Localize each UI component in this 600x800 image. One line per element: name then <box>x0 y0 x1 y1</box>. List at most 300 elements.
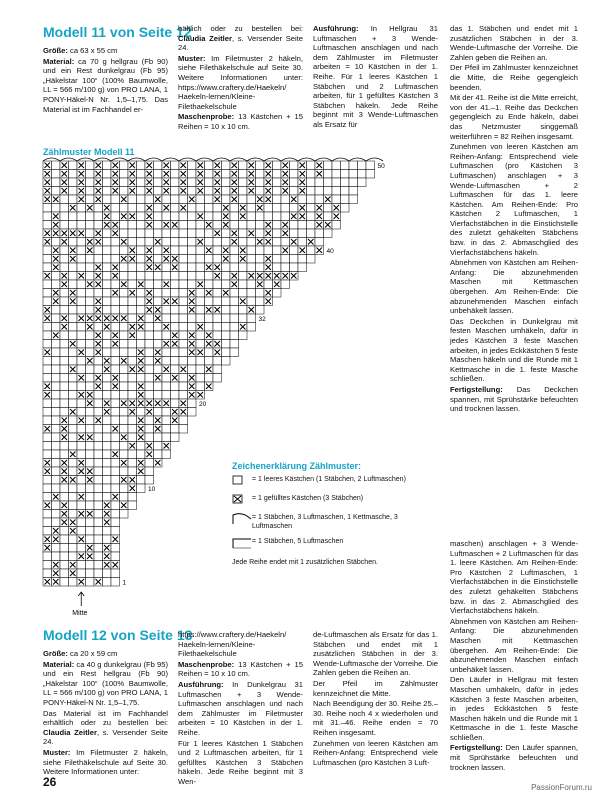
label-bold: Größe: <box>43 46 68 55</box>
chart-cell <box>171 357 180 366</box>
chart-cell <box>324 204 333 213</box>
chart-cell <box>307 204 316 213</box>
row-label: 1 <box>122 579 127 587</box>
chart-cell <box>111 484 120 493</box>
chart-cell <box>213 314 222 323</box>
chart-cell <box>324 229 333 238</box>
chart-cell <box>188 263 197 272</box>
chart-cell <box>60 399 69 408</box>
chart-cell <box>86 365 95 374</box>
chart-cell <box>60 527 69 536</box>
chart-cell <box>179 357 188 366</box>
chart-cell <box>52 280 61 289</box>
chart-cell <box>179 229 188 238</box>
body-text: Der Pfeil im Zählmuster kennzeichnet die Mitte, die Reihe gegengleich beenden. <box>450 63 578 92</box>
chart-cell <box>120 204 129 213</box>
chart-cell <box>196 306 205 315</box>
chart-cell <box>120 221 129 230</box>
chart-cell <box>196 255 205 264</box>
body-text: ca 20 x 59 cm <box>67 649 118 658</box>
chart-cell <box>86 221 95 230</box>
chart-cell <box>43 323 52 332</box>
chart-cell <box>137 289 146 298</box>
chart-cell <box>94 204 103 213</box>
chart-cell <box>188 221 197 230</box>
chart-cell <box>137 221 146 230</box>
chart-cell <box>154 289 163 298</box>
chart-cell <box>86 382 95 391</box>
label-bold: Muster: <box>178 53 206 63</box>
chart-cell <box>77 323 86 332</box>
chart-cell <box>60 212 69 221</box>
chart-cell <box>196 221 205 230</box>
chart-cell <box>179 238 188 247</box>
body-text: https://www.craftery.de/Haekeln/ Haekeln-lernen/Kleine-Filethaekelschule <box>178 630 287 659</box>
chart-cell <box>162 433 171 442</box>
chart-cell <box>366 170 375 179</box>
chart-cell <box>196 314 205 323</box>
chart-cell <box>188 204 197 213</box>
chart-cell <box>273 212 282 221</box>
chart-cell <box>69 323 78 332</box>
chart-cell <box>230 246 239 255</box>
chart-cell <box>162 314 171 323</box>
chart-cell <box>171 323 180 332</box>
chart-cell <box>205 238 214 247</box>
chart-cell <box>77 476 86 485</box>
chart-cell <box>128 263 137 272</box>
chart-cell <box>213 212 222 221</box>
chart-cell <box>77 501 86 510</box>
chart-cell <box>273 246 282 255</box>
chart-cell <box>188 161 197 170</box>
chart-cell <box>86 331 95 340</box>
model12-column-1 <box>43 649 168 778</box>
chart-cell <box>94 323 103 332</box>
chart-cell <box>256 246 265 255</box>
chart-cell <box>273 263 282 272</box>
chart-cell <box>298 229 307 238</box>
chart-cell <box>162 212 171 221</box>
chart-cell <box>264 204 273 213</box>
chart-cell <box>349 170 358 179</box>
chart-cell <box>103 535 112 544</box>
scallop-arc <box>43 158 60 161</box>
chart-cell <box>103 527 112 536</box>
chart-cell <box>196 272 205 281</box>
chart-cell <box>188 280 197 289</box>
chart-title: Zählmuster Modell 11 <box>43 147 135 157</box>
chart-cell <box>137 408 146 417</box>
chart-cell <box>43 289 52 298</box>
chart-cell <box>120 170 129 179</box>
chart-cell <box>94 561 103 570</box>
chart-cell <box>120 161 129 170</box>
body-text: , s. Versender Seite 24. <box>43 727 169 747</box>
chart-cell <box>315 187 324 196</box>
chart-cell <box>290 204 299 213</box>
chart-cell <box>222 263 231 272</box>
chart-cell <box>69 331 78 340</box>
chart-cell <box>213 221 222 230</box>
chart-cell <box>171 238 180 247</box>
body-text: Für 1 leeres Kästchen 1 Stäbchen und 2 Luftmaschen arbeiten, für 1 gefülltes Kästchen 3 Stäbchen häkeln. Jede Reihe beginnt mit 3 Wen- <box>178 738 303 786</box>
chart-cell <box>94 365 103 374</box>
chart-cell <box>120 306 129 315</box>
chart-cell <box>222 357 231 366</box>
chart-cell <box>69 280 78 289</box>
chart-cell <box>86 255 95 264</box>
chart-cell <box>188 212 197 221</box>
chart-cell <box>137 187 146 196</box>
chart-cell <box>239 161 248 170</box>
chart-cell <box>273 229 282 238</box>
chart-cell <box>86 374 95 383</box>
scallop-arc <box>230 158 247 161</box>
chart-cell <box>69 195 78 204</box>
chart-cell <box>239 272 248 281</box>
chart-cell <box>298 255 307 264</box>
chart-cell <box>103 391 112 400</box>
chart-cell <box>86 484 95 493</box>
chart-cell <box>154 340 163 349</box>
scallop-arc <box>315 158 332 161</box>
chart-cell <box>205 297 214 306</box>
chart-cell <box>213 365 222 374</box>
chart-cell <box>332 187 341 196</box>
chart-cell <box>171 280 180 289</box>
chart-cell <box>86 348 95 357</box>
chart-cell <box>60 552 69 561</box>
chart-cell <box>69 272 78 281</box>
chart-cell <box>179 331 188 340</box>
chart-cell <box>273 238 282 247</box>
chart-cell <box>230 348 239 357</box>
chart-cell <box>111 459 120 468</box>
chart-cell <box>154 331 163 340</box>
chart-cell <box>69 552 78 561</box>
chart-cell <box>205 187 214 196</box>
chart-cell <box>52 425 61 434</box>
label-bold: Maschenprobe: <box>178 659 235 669</box>
chart-cell <box>298 221 307 230</box>
chart-cell <box>196 229 205 238</box>
chart-cell <box>103 195 112 204</box>
chart-cell <box>69 187 78 196</box>
chart-cell <box>128 340 137 349</box>
body-text: Der Pfeil im Zählmuster kennzeichnet die Mitte. <box>313 678 438 698</box>
chart-cell <box>341 161 350 170</box>
chart-cell <box>247 255 256 264</box>
chart-cell <box>213 331 222 340</box>
chart-cell <box>60 289 69 298</box>
chart-cell <box>179 306 188 315</box>
chart-cell <box>86 212 95 221</box>
chart-cell <box>154 187 163 196</box>
chart-cell <box>52 408 61 417</box>
chart-cell <box>60 442 69 451</box>
chart-cell <box>43 365 52 374</box>
chart-cell <box>43 331 52 340</box>
chart-cell <box>69 510 78 519</box>
chart-cell <box>145 467 154 476</box>
chart-cell <box>188 255 197 264</box>
chart-cell <box>307 170 316 179</box>
chart-cell <box>222 280 231 289</box>
chart-cell <box>128 357 137 366</box>
chart-cell <box>196 289 205 298</box>
chart-cell <box>52 467 61 476</box>
chart-cell <box>69 493 78 502</box>
chart-cell <box>145 416 154 425</box>
chart-cell <box>43 204 52 213</box>
chart-cell <box>222 323 231 332</box>
chart-cell <box>77 450 86 459</box>
chart-cell <box>120 331 129 340</box>
body-text: 13 Kästchen + 15 Reihen = 10 x 10 cm. <box>178 659 303 679</box>
chart-cell <box>52 476 61 485</box>
label-bold: Größe: <box>43 649 68 658</box>
chart-cell <box>324 161 333 170</box>
chart-cell <box>52 340 61 349</box>
chart-cell <box>171 433 180 442</box>
chart-cell <box>120 365 129 374</box>
chart-cell <box>60 195 69 204</box>
chart-cell <box>43 561 52 570</box>
chart-cell <box>43 340 52 349</box>
chart-cell <box>171 365 180 374</box>
chart-cell <box>86 195 95 204</box>
chart-cell <box>128 272 137 281</box>
chart-cell <box>111 280 120 289</box>
chart-cell <box>128 229 137 238</box>
chart-cell <box>349 178 358 187</box>
chart-cell <box>86 518 95 527</box>
chart-cell <box>358 161 367 170</box>
chart-cell <box>145 365 154 374</box>
chart-cell <box>154 170 163 179</box>
chart-cell <box>60 331 69 340</box>
chart-cell <box>171 187 180 196</box>
chart-cell <box>171 246 180 255</box>
chart-cell <box>111 552 120 561</box>
body-text: Mit der 41. Reihe ist die Mitte erreicht, von der 41.–1. Reihe das Deckchen gegengleich zu Ende häkeln, dabei das Netzmuster singgemäß weiterführen = 82 Reihen insgesamt. <box>450 93 578 141</box>
scallop-arc <box>213 158 230 161</box>
chart-cell <box>205 314 214 323</box>
chart-cell <box>145 425 154 434</box>
chart-cell <box>137 297 146 306</box>
chart-cell <box>86 450 95 459</box>
body-text: ca 40 g dunkelgrau (Fb 95) und ein Rest hellgrau (Fb 90) „Häkelstar 100“ (100% Baumwolle, LL = 566 m/100 g) von PRO LANA, 1 PONY-Häkel-N Nr. 1,5–1,75. <box>43 659 168 707</box>
chart-cell <box>179 425 188 434</box>
chart-cell <box>154 297 163 306</box>
chart-cell <box>247 280 256 289</box>
chart-cell <box>86 569 95 578</box>
chart-cell <box>86 161 95 170</box>
chart-cell <box>171 382 180 391</box>
chart-cell <box>60 408 69 417</box>
chart-cell <box>298 238 307 247</box>
chart-cell <box>69 314 78 323</box>
chart-cell <box>60 450 69 459</box>
legend-title: Zeichenerklärung Zählmuster: <box>232 461 362 471</box>
chart-cell <box>86 263 95 272</box>
chart-cell <box>120 391 129 400</box>
chart-cell <box>188 365 197 374</box>
chart-cell <box>154 450 163 459</box>
chart-cell <box>103 229 112 238</box>
chart-cell <box>69 535 78 544</box>
chart-cell <box>111 365 120 374</box>
chart-cell <box>103 306 112 315</box>
chart-cell <box>222 331 231 340</box>
chart-cell <box>43 416 52 425</box>
chart-cell <box>222 170 231 179</box>
chart-cell <box>171 348 180 357</box>
label-bold: Maschenprobe: <box>178 112 235 122</box>
chart-cell <box>77 544 86 553</box>
chart-cell <box>247 314 256 323</box>
scallop-arc <box>298 158 315 161</box>
chart-cell <box>94 442 103 451</box>
label-bold: Claudia Zeitler <box>43 727 97 737</box>
chart-cell <box>86 187 95 196</box>
chart-cell <box>205 348 214 357</box>
chart-cell <box>43 297 52 306</box>
legend-item-arch: = 1 Stäbchen, 5 Luftmaschen <box>232 537 406 552</box>
chart-cell <box>128 450 137 459</box>
chart-cell <box>128 459 137 468</box>
chart-cell <box>120 425 129 434</box>
chart-cell <box>162 229 171 238</box>
chart-cell <box>94 255 103 264</box>
chart-cell <box>77 357 86 366</box>
chart-cell <box>69 178 78 187</box>
chart-cell <box>188 357 197 366</box>
chart-cell <box>332 195 341 204</box>
legend-item-empty: = 1 leeres Kästchen (1 Stäbchen, 2 Luftmaschen) <box>232 475 406 488</box>
chart-cell <box>307 187 316 196</box>
chart-cell <box>60 569 69 578</box>
chart-cell <box>94 408 103 417</box>
chart-cell <box>94 357 103 366</box>
body-text: Nach Beendigung der 30. Reihe 25.–30. Reihe noch 4 x wiederholen und mit 31.–46. Reihe enden = 70 Reihen insgesamt. <box>313 699 438 737</box>
scallop-arc <box>128 158 145 161</box>
chart-cell <box>94 493 103 502</box>
body-text: Den Läufer in Hellgrau mit festen Maschen umhäkeln, dafür in jedes Kästchen 3 feste Maschen arbeiten, in jedes Eckkästchen 5 feste Maschen häkeln und die Runde mit 1 Kettmasche in die 1. feste Masche schließen. <box>450 675 578 742</box>
chart-cell <box>43 493 52 502</box>
chart-cell <box>145 391 154 400</box>
scallop-arc <box>60 158 77 161</box>
chart-cell <box>94 459 103 468</box>
chart-cell <box>111 527 120 536</box>
chart-cell <box>188 238 197 247</box>
chart-cell <box>290 178 299 187</box>
body-text: Abnehmen von Kästchen am Reihen-Anfang: Die abzunehmenden Maschen mit Kettmaschen übergehen. Am Reihen-Ende: Die abzunehmenden Maschen einfach unbehäkelt lassen. <box>450 616 578 674</box>
chart-cell <box>94 221 103 230</box>
chart-cell <box>103 459 112 468</box>
chart-cell <box>179 348 188 357</box>
chart-cell <box>77 204 86 213</box>
chart-cell <box>60 246 69 255</box>
chart-cell <box>111 246 120 255</box>
chart-cell <box>52 510 61 519</box>
chart-cell <box>247 195 256 204</box>
chart-cell <box>52 501 61 510</box>
body-text: Im Filetmuster 2 häkeln, siehe Filethäkelschule auf Seite 30. Weitere Informationen unter: <box>43 747 168 777</box>
chart-cell <box>213 323 222 332</box>
chart-cell <box>86 561 95 570</box>
chart-cell <box>239 187 248 196</box>
scallop-arc <box>179 158 196 161</box>
chart-cell <box>154 408 163 417</box>
chart-cell <box>111 467 120 476</box>
chart-cell <box>162 450 171 459</box>
chart-cell <box>111 433 120 442</box>
chart-cell <box>69 306 78 315</box>
chart-cell <box>52 178 61 187</box>
chart-cell <box>86 229 95 238</box>
chart-cell <box>264 212 273 221</box>
chart-cell <box>162 289 171 298</box>
chart-cell <box>120 272 129 281</box>
chart-cell <box>213 204 222 213</box>
chart-cell <box>332 178 341 187</box>
chart-cell <box>145 238 154 247</box>
chart-cell <box>86 272 95 281</box>
body-text: das 1. Stäbchen und endet mit 1 zusätzlichen Stäbchen in der 3. Wende-Luftmasche der Vorreihe. Die Zahlen geben die Reihen an. <box>450 24 578 62</box>
chart-cell <box>162 195 171 204</box>
chart-cell <box>69 399 78 408</box>
chart-cell <box>52 357 61 366</box>
chart-cell <box>179 297 188 306</box>
chart-cell <box>69 459 78 468</box>
chart-cell <box>213 357 222 366</box>
chart-cell <box>103 161 112 170</box>
chart-cell <box>77 280 86 289</box>
chart-cell <box>230 263 239 272</box>
chart-cell <box>179 340 188 349</box>
chart-cell <box>60 561 69 570</box>
chart-cell <box>103 433 112 442</box>
chart-cell <box>77 399 86 408</box>
legend-item-picot: = 1 Stäbchen, 3 Luftmaschen, 1 Kettmasche, 3 Luftmaschen <box>232 513 406 531</box>
chart-cell <box>52 306 61 315</box>
chart-cell <box>179 212 188 221</box>
chart-cell <box>205 229 214 238</box>
chart-cell <box>145 314 154 323</box>
chart-cell <box>239 263 248 272</box>
chart-cell <box>103 255 112 264</box>
chart-cell <box>196 365 205 374</box>
body-text: 13 Kästchen + 15 Reihen = 10 x 10 cm. <box>178 112 303 131</box>
chart-cell <box>94 535 103 544</box>
chart-cell <box>77 255 86 264</box>
chart-cell <box>239 229 248 238</box>
chart-cell <box>205 272 214 281</box>
chart-cell <box>222 161 231 170</box>
chart-cell <box>103 569 112 578</box>
chart-cell <box>60 391 69 400</box>
chart-cell <box>94 527 103 536</box>
chart-cell <box>213 280 222 289</box>
chart-cell <box>77 527 86 536</box>
chart-cell <box>273 221 282 230</box>
chart-cell <box>222 238 231 247</box>
chart-cell <box>60 544 69 553</box>
chart-cell <box>264 280 273 289</box>
chart-cell <box>188 408 197 417</box>
